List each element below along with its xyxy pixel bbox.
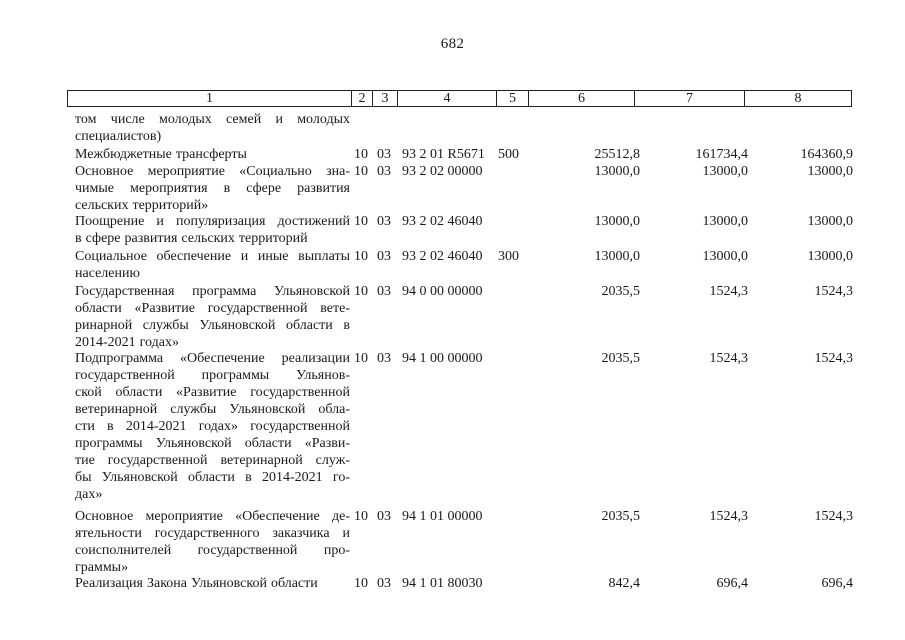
cell-c2: 10 xyxy=(354,284,368,299)
cell-c5: 500 xyxy=(498,147,519,162)
cell-c8: 164360,9 xyxy=(800,147,853,162)
description-line: сельских территорий» xyxy=(75,198,209,213)
header-cell-7: 7 xyxy=(634,91,744,106)
description-line: Поощрение и популяризация достижений xyxy=(75,214,350,229)
description-line: тие государственной ветеринарной служ- xyxy=(75,453,350,468)
cell-c4: 94 1 01 80030 xyxy=(402,576,483,591)
description-line: 2014-2021 годах» xyxy=(75,335,179,350)
description-line: дах» xyxy=(75,487,103,502)
row-description xyxy=(75,508,350,576)
cell-c6: 842,4 xyxy=(608,576,640,591)
cell-c4: 93 2 02 00000 xyxy=(402,164,483,179)
description-line: Основное мероприятие «Обеспечение де- xyxy=(75,509,350,524)
row-description xyxy=(75,350,350,503)
cell-c3: 03 xyxy=(377,284,391,299)
cell-c7: 161734,4 xyxy=(695,147,748,162)
description-line: ринарной службы Ульяновской области в xyxy=(75,318,350,333)
cell-c7: 696,4 xyxy=(716,576,748,591)
cell-c7: 1524,3 xyxy=(709,509,748,524)
cell-c6: 13000,0 xyxy=(594,164,640,179)
cell-c7: 13000,0 xyxy=(702,249,748,264)
cell-c4: 94 0 00 00000 xyxy=(402,284,483,299)
description-line: сти в 2014-2021 годах» государственной xyxy=(75,419,350,434)
description-line: ветеринарной службы Ульяновской обла- xyxy=(75,402,350,417)
cell-c7: 13000,0 xyxy=(702,164,748,179)
description-line: бы Ульяновской области в 2014-2021 го- xyxy=(75,470,350,485)
cell-c8: 13000,0 xyxy=(807,214,853,229)
cell-c3: 03 xyxy=(377,576,391,591)
cell-c6: 25512,8 xyxy=(594,147,640,162)
description-line: Социальное обеспечение и иные выплаты xyxy=(75,249,350,264)
cell-c7: 1524,3 xyxy=(709,284,748,299)
cell-c8: 696,4 xyxy=(821,576,853,591)
cell-c2: 10 xyxy=(354,351,368,366)
cell-c6: 2035,5 xyxy=(601,284,640,299)
cell-c3: 03 xyxy=(377,509,391,524)
page-number: 682 xyxy=(440,36,465,52)
description-line: Государственная программа Ульяновской xyxy=(75,284,350,299)
cell-c8: 1524,3 xyxy=(814,284,853,299)
row-description xyxy=(75,163,350,214)
cell-c6: 13000,0 xyxy=(594,249,640,264)
header-cell-1: 1 xyxy=(206,91,213,106)
cell-c6: 2035,5 xyxy=(601,509,640,524)
header-cell-6: 6 xyxy=(528,91,634,106)
row-description xyxy=(75,283,350,351)
cell-c6: 13000,0 xyxy=(594,214,640,229)
cell-c2: 10 xyxy=(354,249,368,264)
cell-c2: 10 xyxy=(354,214,368,229)
cell-c4: 94 1 01 00000 xyxy=(402,509,483,524)
description-line: ской области «Развитие государственной xyxy=(75,385,350,400)
cell-c5: 300 xyxy=(498,249,519,264)
header-cell-4: 4 xyxy=(397,91,496,106)
row-description xyxy=(75,248,350,282)
description-line: чимые мероприятия в сфере развития xyxy=(75,181,350,196)
header-cell-3: 3 xyxy=(372,91,397,106)
description-line: населению xyxy=(75,266,140,281)
description-line: программы Ульяновской области «Разви- xyxy=(75,436,350,451)
description-line: граммы» xyxy=(75,560,129,575)
description-line: том числе молодых семей и молодых xyxy=(75,112,350,127)
description-line: соисполнителей государственной про- xyxy=(75,543,350,558)
description-line: специалистов) xyxy=(75,129,162,144)
cell-c2: 10 xyxy=(354,164,368,179)
cell-c4: 93 2 02 46040 xyxy=(402,214,483,229)
cell-c8: 13000,0 xyxy=(807,164,853,179)
cell-c6: 2035,5 xyxy=(601,351,640,366)
description-line: ятельности государственного заказчика и xyxy=(75,526,350,541)
description-line: Основное мероприятие «Социально зна- xyxy=(75,164,350,179)
cell-c4: 94 1 00 00000 xyxy=(402,351,483,366)
cell-c3: 03 xyxy=(377,249,391,264)
cell-c7: 1524,3 xyxy=(709,351,748,366)
cell-c2: 10 xyxy=(354,576,368,591)
table-header-row xyxy=(67,90,852,107)
row-description xyxy=(75,146,350,163)
header-cell-2: 2 xyxy=(351,91,372,106)
description-line: Межбюджетные трансферты xyxy=(75,147,247,162)
cell-c8: 1524,3 xyxy=(814,351,853,366)
description-line: Подпрограмма «Обеспечение реализации xyxy=(75,351,350,366)
cell-c3: 03 xyxy=(377,214,391,229)
cell-c3: 03 xyxy=(377,147,391,162)
cell-c3: 03 xyxy=(377,164,391,179)
header-cell-5: 5 xyxy=(496,91,528,106)
cell-c4: 93 2 01 R5671 xyxy=(402,147,485,162)
description-line: области «Развитие государственной вете- xyxy=(75,301,350,316)
cell-c3: 03 xyxy=(377,351,391,366)
cell-c2: 10 xyxy=(354,509,368,524)
cell-c4: 93 2 02 46040 xyxy=(402,249,483,264)
row-description xyxy=(75,213,350,247)
description-line: Реализация Закона Ульяновской области xyxy=(75,576,318,591)
header-cell-8: 8 xyxy=(744,91,851,106)
description-line: в сфере развития сельских территорий xyxy=(75,231,308,246)
row-description xyxy=(75,575,350,592)
cell-c7: 13000,0 xyxy=(702,214,748,229)
row-description xyxy=(75,111,350,145)
cell-c8: 1524,3 xyxy=(814,509,853,524)
cell-c2: 10 xyxy=(354,147,368,162)
description-line: государственной программы Ульянов- xyxy=(75,368,350,383)
cell-c8: 13000,0 xyxy=(807,249,853,264)
